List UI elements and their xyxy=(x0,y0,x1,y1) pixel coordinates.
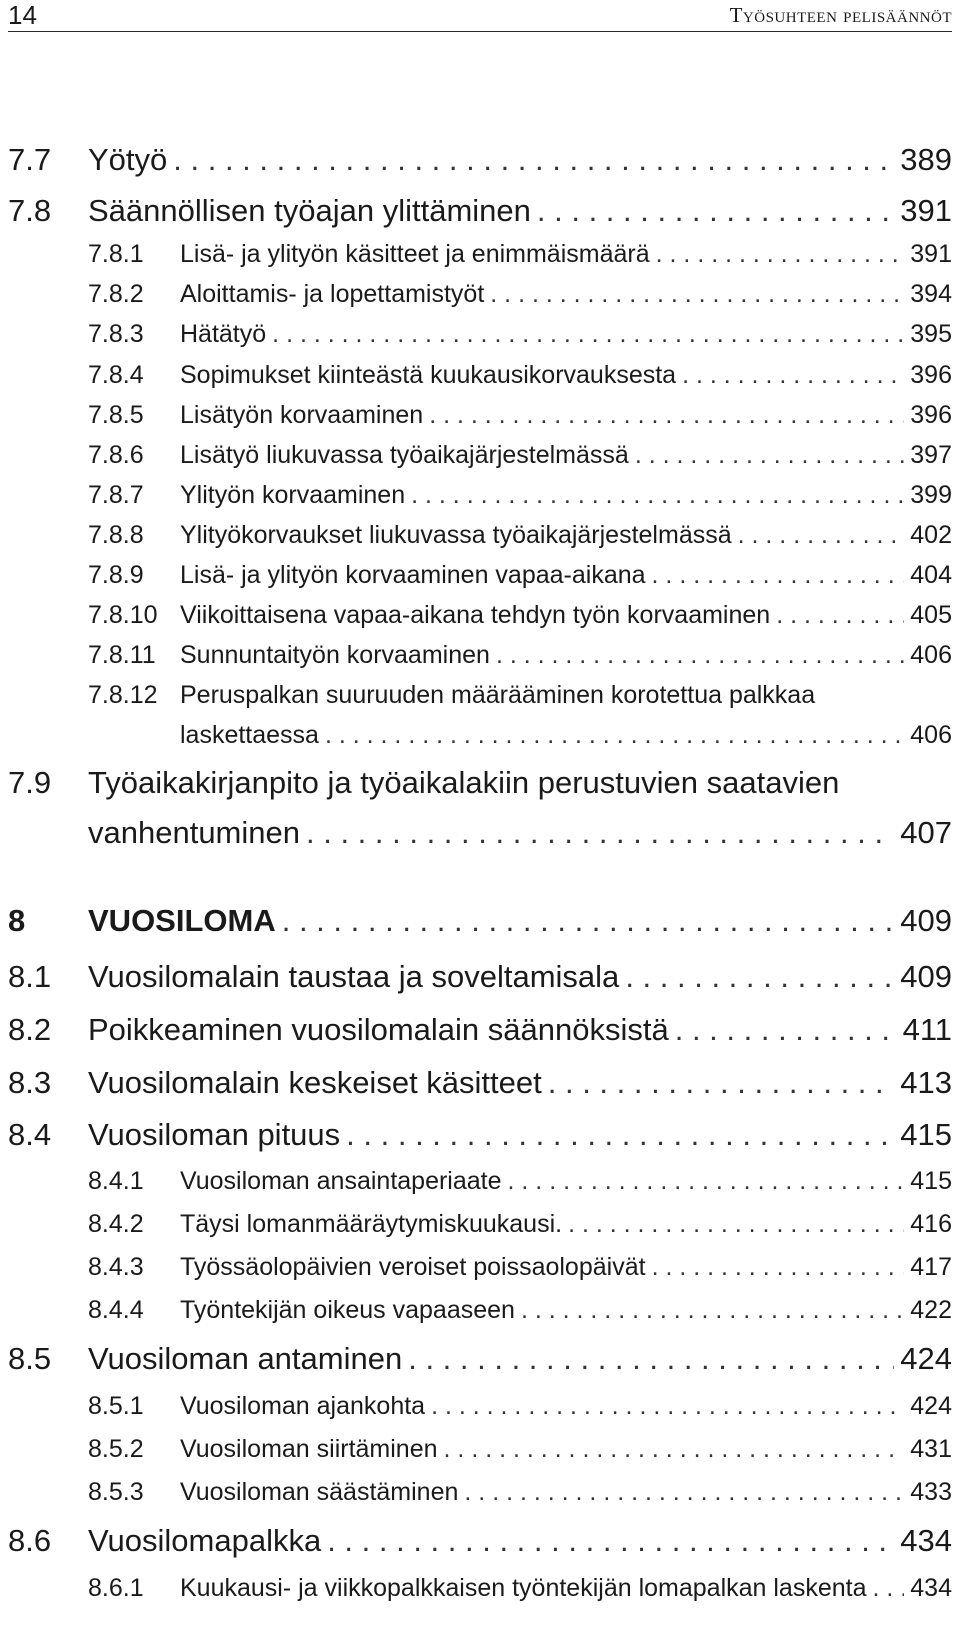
dot-leader xyxy=(496,641,904,670)
section-title-continuation: laskettaessa xyxy=(180,721,319,749)
section-number: 7.8.9 xyxy=(88,561,144,589)
dot-leader xyxy=(272,320,904,349)
section-title: Vuosiloman siirtäminen xyxy=(180,1435,438,1463)
section-number: 8.6.1 xyxy=(88,1574,144,1602)
section-title: Sunnuntaityön korvaaminen xyxy=(180,641,490,669)
dot-leader xyxy=(173,142,894,178)
section-number: 7.8 xyxy=(8,193,52,228)
section-title: Työssäolopäivien veroiset poissaolopäivät xyxy=(180,1253,646,1281)
section-number: 7.9 xyxy=(8,765,52,800)
page-ref: 399 xyxy=(910,481,952,509)
toc-entry-continuation[interactable] xyxy=(88,815,952,851)
dot-leader xyxy=(490,280,904,309)
section-title: Aloittamis- ja lopettamistyöt xyxy=(180,280,485,308)
section-number: 7.8.3 xyxy=(88,320,144,348)
toc-entry-continuation[interactable] xyxy=(180,721,952,750)
toc-entry[interactable] xyxy=(8,765,952,801)
section-title: Vuosiloman antaminen xyxy=(88,1341,403,1376)
dot-leader xyxy=(776,601,904,630)
section-title: Vuosiloman ajankohta xyxy=(180,1392,426,1420)
section-number: 7.8.5 xyxy=(88,401,144,429)
page-ref: 431 xyxy=(910,1435,952,1463)
section-number: 8.2 xyxy=(8,1012,52,1047)
dot-leader xyxy=(431,1392,904,1421)
section-title: Lisätyö liukuvassa työaikajärjestelmässä xyxy=(180,441,629,469)
dot-leader xyxy=(675,1012,897,1048)
page-ref: 424 xyxy=(910,1392,952,1420)
section-title: Säännöllisen työajan ylittäminen xyxy=(88,193,531,228)
dot-leader xyxy=(521,1296,904,1325)
toc-entry[interactable] xyxy=(88,561,952,590)
page-ref: 422 xyxy=(910,1296,952,1324)
page-ref: 434 xyxy=(900,1523,952,1558)
section-number: 7.8.1 xyxy=(88,240,144,268)
toc-entry[interactable] xyxy=(88,1478,952,1507)
toc-entry[interactable] xyxy=(88,601,952,630)
page-ref: 406 xyxy=(910,721,952,749)
dot-leader xyxy=(444,1435,905,1464)
dot-leader xyxy=(346,1117,894,1153)
section-title: Poikkeaminen vuosilomalain säännöksistä xyxy=(88,1012,669,1047)
dot-leader xyxy=(656,240,905,269)
dot-leader xyxy=(464,1478,904,1507)
section-title: Yötyö xyxy=(88,142,168,177)
toc-entry[interactable] xyxy=(88,401,952,430)
page-ref: 391 xyxy=(900,193,952,228)
toc-entry-chapter[interactable] xyxy=(8,903,952,939)
page-ref: 433 xyxy=(910,1478,952,1506)
section-title-continuation: vanhentuminen xyxy=(88,815,300,850)
section-title: Hätätyö xyxy=(180,320,267,348)
page-ref: 397 xyxy=(910,441,952,469)
toc-entry[interactable] xyxy=(8,1341,952,1377)
dot-leader xyxy=(537,193,894,229)
section-number: 7.8.11 xyxy=(88,641,156,669)
toc-entry[interactable] xyxy=(88,320,952,349)
page-number: 14 xyxy=(8,0,37,30)
toc-entry[interactable] xyxy=(8,959,952,995)
toc-entry[interactable] xyxy=(88,1392,952,1421)
dot-leader xyxy=(325,721,904,750)
page-ref: 404 xyxy=(910,561,952,589)
page-ref: 417 xyxy=(910,1253,952,1281)
dot-leader xyxy=(738,521,905,550)
section-title: Kuukausi- ja viikkopalkkaisen työntekijän lomapalkan laskenta xyxy=(180,1574,867,1602)
toc-entry[interactable] xyxy=(8,1012,952,1048)
section-number: 8.1 xyxy=(8,959,52,994)
section-number: 8.5.3 xyxy=(88,1478,144,1506)
section-number: 7.7 xyxy=(8,142,52,177)
page-ref: 396 xyxy=(910,401,952,429)
section-number: 7.8.7 xyxy=(88,481,144,509)
page-ref: 413 xyxy=(900,1065,952,1100)
section-number: 8.5 xyxy=(8,1341,52,1376)
page-ref: 409 xyxy=(900,959,952,994)
section-number: 8.4.3 xyxy=(88,1253,144,1281)
page-ref: 415 xyxy=(910,1167,952,1195)
section-number: 8.4.1 xyxy=(88,1167,144,1195)
section-number: 7.8.6 xyxy=(88,441,144,469)
section-title: Lisätyön korvaaminen xyxy=(180,401,424,429)
page-ref: 395 xyxy=(910,320,952,348)
section-title: Työaikakirjanpito ja työaikalakiin perustuvien saatavien xyxy=(88,765,840,800)
toc-entry[interactable] xyxy=(88,240,952,269)
toc-entry[interactable] xyxy=(8,1065,952,1101)
section-number: 8.5.2 xyxy=(88,1435,144,1463)
section-title: Vuosilomalain keskeiset käsitteet xyxy=(88,1065,542,1100)
toc-entry[interactable] xyxy=(88,441,952,470)
page-ref: 394 xyxy=(910,280,952,308)
toc-entry[interactable] xyxy=(88,1210,952,1239)
section-number: 7.8.10 xyxy=(88,601,158,629)
chapter-number: 8 xyxy=(8,903,26,938)
toc-entry[interactable] xyxy=(88,481,952,510)
toc-entry[interactable] xyxy=(88,280,952,309)
toc-entry[interactable] xyxy=(88,1253,952,1282)
running-head xyxy=(8,0,952,32)
toc-entry[interactable] xyxy=(8,1117,952,1153)
page-ref: 434 xyxy=(910,1574,952,1602)
page-ref: 402 xyxy=(910,521,952,549)
toc-entry[interactable] xyxy=(8,1523,952,1559)
running-title: Työsuhteen pelisäännöt xyxy=(729,3,952,27)
page-ref: 406 xyxy=(910,641,952,669)
dot-leader xyxy=(408,1341,894,1377)
dot-leader xyxy=(548,1065,895,1101)
dot-leader xyxy=(652,561,905,590)
section-title: Ylityön korvaaminen xyxy=(180,481,406,509)
section-title: Sopimukset kiinteästä kuukausikorvauksesta xyxy=(180,361,677,389)
section-title: Viikoittaisena vapaa-aikana tehdyn työn korvaaminen xyxy=(180,601,771,629)
dot-leader xyxy=(873,1574,905,1603)
section-number: 7.8.4 xyxy=(88,361,144,389)
toc-entry[interactable] xyxy=(88,681,952,710)
toc-entry[interactable] xyxy=(88,1435,952,1464)
toc-entry[interactable] xyxy=(8,142,952,178)
section-title: Vuosilomapalkka xyxy=(88,1523,322,1558)
toc-entry[interactable] xyxy=(88,1167,952,1196)
toc-entry[interactable] xyxy=(88,521,952,550)
chapter-title: VUOSILOMA xyxy=(88,903,276,938)
section-number: 8.4.4 xyxy=(88,1296,144,1324)
section-title: Työntekijän oikeus vapaaseen xyxy=(180,1296,515,1324)
section-title: Vuosiloman pituus xyxy=(88,1117,341,1152)
section-title: Lisä- ja ylityön käsitteet ja enimmäismäärä xyxy=(180,240,650,268)
dot-leader xyxy=(411,481,904,510)
section-number: 8.5.1 xyxy=(88,1392,144,1420)
dot-leader xyxy=(282,903,895,939)
page-ref: 416 xyxy=(910,1210,952,1238)
toc-entry[interactable] xyxy=(8,193,952,229)
dot-leader xyxy=(327,1523,894,1559)
section-title: Lisä- ja ylityön korvaaminen vapaa-aikana xyxy=(180,561,646,589)
section-number: 8.4 xyxy=(8,1117,52,1152)
section-number: 8.6 xyxy=(8,1523,52,1558)
toc-entry[interactable] xyxy=(88,641,952,670)
section-number: 8.4.2 xyxy=(88,1210,144,1238)
dot-leader xyxy=(306,815,894,851)
dot-leader xyxy=(652,1253,905,1282)
page-ref: 391 xyxy=(910,240,952,268)
page-ref: 411 xyxy=(902,1012,952,1047)
page-ref: 424 xyxy=(900,1341,952,1376)
page-ref: 409 xyxy=(900,903,952,938)
toc-entry[interactable] xyxy=(88,1574,952,1603)
section-number: 7.8.8 xyxy=(88,521,144,549)
section-title: Täysi lomanmääräytymiskuukausi. xyxy=(180,1210,563,1238)
toc-entry[interactable] xyxy=(88,361,952,390)
section-title: Vuosilomalain taustaa ja soveltamisala xyxy=(88,959,620,994)
section-number: 8.3 xyxy=(8,1065,52,1100)
section-number: 7.8.12 xyxy=(88,681,158,709)
dot-leader xyxy=(429,401,904,430)
page-ref: 415 xyxy=(900,1117,952,1152)
dot-leader xyxy=(508,1167,905,1196)
page-ref: 407 xyxy=(900,815,952,850)
page-ref: 389 xyxy=(900,142,952,177)
dot-leader xyxy=(635,441,904,470)
section-title: Vuosiloman ansaintaperiaate xyxy=(180,1167,502,1195)
page-ref: 396 xyxy=(910,361,952,389)
toc-entry[interactable] xyxy=(88,1296,952,1325)
dot-leader xyxy=(682,361,904,390)
section-number: 7.8.2 xyxy=(88,280,144,308)
section-title: Peruspalkan suuruuden määrääminen korotettua palkkaa xyxy=(180,681,816,709)
section-title: Vuosiloman säästäminen xyxy=(180,1478,459,1506)
page-ref: 405 xyxy=(910,601,952,629)
section-title: Ylityökorvaukset liukuvassa työaikajärjestelmässä xyxy=(180,521,732,549)
dot-leader xyxy=(568,1210,904,1239)
dot-leader xyxy=(625,959,894,995)
